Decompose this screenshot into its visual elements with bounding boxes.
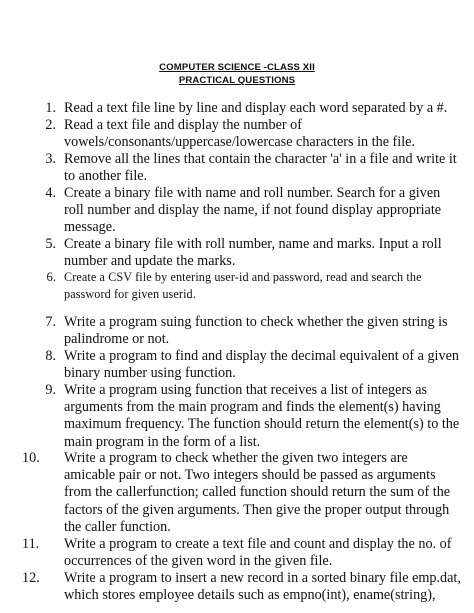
question-number: 4. (45, 185, 56, 201)
question-line: number and update the marks. (64, 253, 236, 270)
question-line: the caller function. (64, 518, 171, 535)
question-line: password for given userid. (64, 287, 196, 301)
question-line: from the callerfunction; called function should return the sum of the (64, 484, 451, 501)
question-number: 11. (22, 536, 40, 552)
question-text (64, 100, 462, 117)
question-line: occurrences of the given word in the given file. (64, 553, 333, 570)
question-number: 5. (45, 236, 56, 252)
document-title: COMPUTER SCIENCE -CLASS XII (159, 62, 315, 73)
question-line: vowels/consonants/uppercase/lowercase characters in the file. (64, 134, 415, 151)
question-text (64, 151, 462, 185)
question-number: 7. (45, 314, 56, 330)
question-line: Read a text file and display the number of (64, 117, 302, 133)
question-number: 1. (45, 100, 56, 116)
question-line: palindrome or not. (64, 331, 170, 348)
question-text (64, 117, 462, 151)
question-text (64, 382, 462, 451)
question-line: arguments from the main program and finds the element(s) having (64, 399, 441, 416)
question-line: main program in the form of a list. (64, 433, 261, 450)
question-text (64, 536, 462, 570)
question-line: Write a program suing function to check whether the given string is (64, 314, 448, 330)
question-number: 3. (45, 151, 56, 167)
question-line: Write a program to find and display the decimal equivalent of a given (64, 348, 459, 364)
question-line: Create a binary file with roll number, name and marks. Input a roll (64, 236, 442, 252)
question-line: which stores employee details such as empno(int), ename(string), (64, 587, 436, 604)
question-number: 2. (45, 117, 56, 133)
question-line: Write a program to insert a new record in a sorted binary file emp.dat, (64, 570, 461, 586)
question-line: factors of the given arguments. Then give the proper output through (64, 501, 450, 518)
question-number: 6. (46, 270, 56, 284)
question-number: 10. (22, 450, 40, 466)
question-line: Write a program to create a text file and count and display the no. of (64, 536, 452, 552)
document-subtitle: PRACTICAL QUESTIONS (178, 75, 296, 86)
question-number: 8. (45, 348, 56, 364)
question-line: Read a text file line by line and display each word separated by a #. (64, 100, 448, 116)
question-line: to another file. (64, 168, 148, 185)
question-text (64, 450, 462, 536)
question-number: 12. (22, 570, 40, 586)
question-line: Write a program to check whether the given two integers are (64, 450, 408, 466)
question-line: Create a binary file with name and roll number. Search for a given (64, 185, 441, 201)
question-line: binary number using function. (64, 365, 236, 382)
question-text (64, 314, 462, 348)
question-text (64, 185, 462, 237)
question-line: maximum frequency. The function should return the element(s) to the (64, 416, 460, 433)
question-line: Remove all the lines that contain the character 'a' in a file and write it (64, 151, 457, 167)
question-text (64, 236, 462, 270)
question-line: roll number and display the name, if not found display appropriate (64, 202, 442, 219)
question-text (64, 348, 462, 382)
question-text (64, 269, 462, 303)
question-line: Create a CSV file by entering user-id and password, read and search the (64, 270, 422, 284)
question-line: Write a program using function that receives a list of integers as (64, 382, 428, 398)
question-number: 9. (45, 382, 56, 398)
question-text (64, 570, 462, 604)
question-line: amicable pair or not. Two integers should be passed as arguments (64, 467, 436, 484)
question-line: message. (64, 219, 116, 236)
